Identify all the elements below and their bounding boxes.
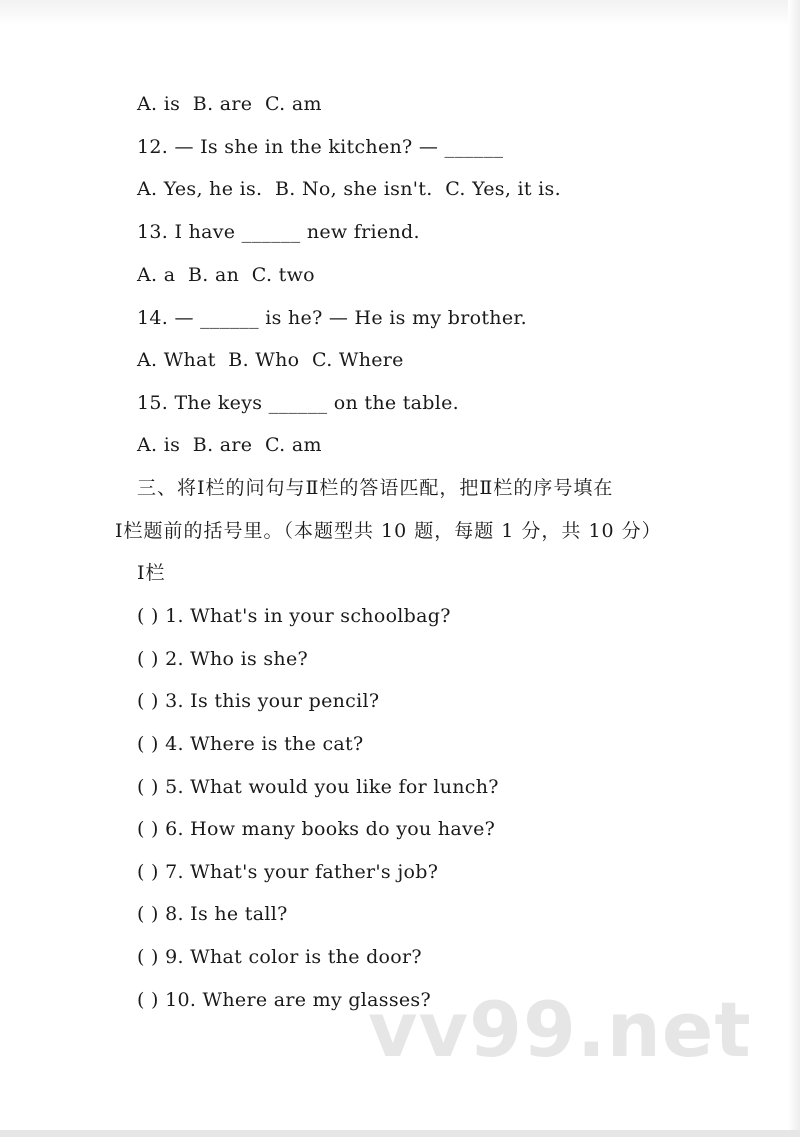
match-question-9: ( ) 9. What color is the door? xyxy=(137,946,422,968)
match-question-6: ( ) 6. How many books do you have? xyxy=(137,818,496,840)
match-question-1: ( ) 1. What's in your schoolbag? xyxy=(137,605,451,627)
q13-options: A. a B. an C. two xyxy=(137,264,315,286)
page-top-shadow xyxy=(0,0,800,26)
q12-options: A. Yes, he is. B. No, she isn't. C. Yes, it is. xyxy=(137,178,561,200)
match-question-7: ( ) 7. What's your father's job? xyxy=(137,861,439,883)
q13-question: 13. I have ______ new friend. xyxy=(137,221,420,243)
column-label: Ⅰ栏 xyxy=(137,562,166,584)
page-bottom-edge xyxy=(0,1130,800,1137)
q11-options: A. is B. are C. am xyxy=(137,93,322,115)
match-question-10: ( ) 10. Where are my glasses? xyxy=(137,989,431,1011)
q14-question: 14. — ______ is he? — He is my brother. xyxy=(137,307,527,329)
section-heading-line2: Ⅰ栏题前的括号里。（本题型共 10 题，每题 1 分，共 10 分） xyxy=(115,520,662,542)
match-question-5: ( ) 5. What would you like for lunch? xyxy=(137,776,499,798)
q15-options: A. is B. are C. am xyxy=(137,434,322,456)
match-question-4: ( ) 4. Where is the cat? xyxy=(137,733,364,755)
match-question-3: ( ) 3. Is this your pencil? xyxy=(137,690,380,712)
match-question-8: ( ) 8. Is he tall? xyxy=(137,903,288,925)
q12-question: 12. — Is she in the kitchen? — ______ xyxy=(137,136,504,158)
q14-options: A. What B. Who C. Where xyxy=(137,349,404,371)
q15-question: 15. The keys ______ on the table. xyxy=(137,392,460,414)
match-question-2: ( ) 2. Who is she? xyxy=(137,648,309,670)
watermark: vv99.net xyxy=(368,985,752,1074)
page-edge-shadow xyxy=(788,0,800,1137)
section-heading-line1: 三、将Ⅰ栏的问句与Ⅱ栏的答语匹配，把Ⅱ栏的序号填在 xyxy=(137,477,614,499)
